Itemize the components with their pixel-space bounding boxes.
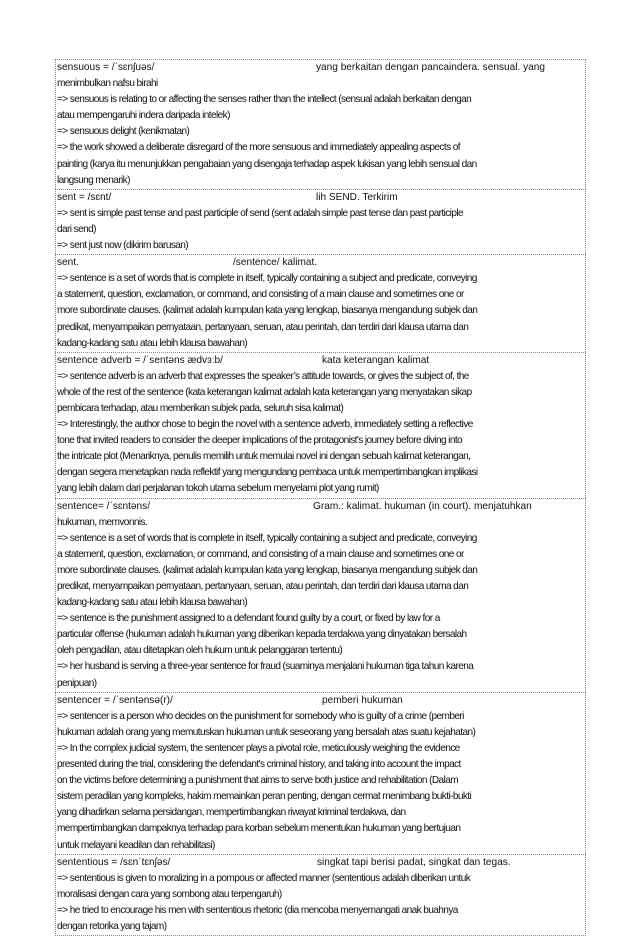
entry-line: presented during the trial, considering the defendant's criminal history, and taking into account the impact <box>57 759 461 771</box>
entry-meaning: singkat tapi berisi padat, singkat dan tegas. <box>317 856 511 868</box>
entry-line: => the work showed a deliberate disregard of the more sensuous and immediately appealing aspects of <box>57 142 460 154</box>
entry-line: => sentencer is a person who decides on the punishment for somebody who is guilty of a crime (pemberi <box>57 710 464 722</box>
dictionary-entry-sent <box>55 189 586 254</box>
entry-headword: sent = /sɛnt/ <box>57 191 112 203</box>
dictionary-entry-sententious <box>55 854 586 936</box>
entry-line: sistem peradilan yang kompleks, hakim memainkan peran penting, dengan cermat menimbang bukti-bukti <box>57 791 472 803</box>
entry-line: kadang-kadang satu atau lebih klausa bawahan) <box>57 597 248 609</box>
entry-line: => sent is simple past tense and past participle of send (sent adalah simple past tense dan past participle <box>57 207 463 219</box>
entry-headline <box>57 353 585 369</box>
entry-line: tone that invited readers to consider the deeper implications of the protagonist's journey before diving into <box>57 435 463 447</box>
entry-headline <box>57 60 585 76</box>
dictionary-entry-sensuous <box>55 59 586 189</box>
entry-line: penipuan) <box>57 677 97 689</box>
entry-line: dengan segera menetapkan nada reflektif yang mengundang pembaca untuk mempertimbangkan implikasi <box>57 467 478 479</box>
entry-line: yang dihadirkan selama persidangan, mempertimbangkan riwayat kriminal terdakwa, dan <box>57 807 406 819</box>
entry-line: => sensuous is relating to or affecting the senses rather than the intellect (sensual adalah berkaitan dengan <box>57 94 472 106</box>
dictionary-page <box>55 59 586 936</box>
entry-line: predikat, menyampaikan pernyataan, pertanyaan, seruan, atau perintah, dan terdiri dari klausa utama dan <box>57 321 469 333</box>
entry-headword: sent. <box>57 257 79 269</box>
entry-line: => sententious is given to moralizing in a pompous or affected manner (sententious adalah diberikan untuk <box>57 872 471 884</box>
entry-line: the intricate plot (Menariknya, penulis memilih untuk memulai novel ini dengan sebuah kalimat keterangan, <box>57 451 471 463</box>
entry-line: mempertimbangkan dampaknya terhadap para korban sebelum menentukan hukuman yang bertujuan <box>57 823 461 835</box>
entry-line: => sensuous delight (kenikmatan) <box>57 126 190 138</box>
entry-headline <box>57 693 585 709</box>
entry-line: on the victims before determining a punishment that aims to serve both justice and rehabilitation (Dalam <box>57 775 459 787</box>
entry-meaning: /sentence/ kalimat. <box>233 257 318 269</box>
entry-line: dari send) <box>57 223 96 235</box>
dictionary-entry-sentence <box>55 498 586 692</box>
entry-line: a statement, question, exclamation, or command, and consisting of a main clause and sometimes one or <box>57 289 464 301</box>
entry-headword: sentencer = /ˈsentənsə(r)/ <box>57 694 173 706</box>
entry-headword: sentence adverb = /ˈsentəns ædvɜːb/ <box>57 354 223 366</box>
entry-headline <box>57 190 585 206</box>
entry-line: more subordinate clauses. (kalimat adalah kumpulan kata yang lengkap, biasanya mengandung subjek dan <box>57 305 478 317</box>
dictionary-entry-sentencer <box>55 692 586 854</box>
entry-line: atau mempengaruhi indera daripada intelek) <box>57 110 230 122</box>
entry-line: menimbulkan nafsu birahi <box>57 78 158 90</box>
entry-headline <box>57 855 585 871</box>
dictionary-entry-sent-abbrev <box>55 254 586 352</box>
entry-line: => sent just now (dikirim barusan) <box>57 240 189 252</box>
entry-line: pembicara terhadap, atau memberikan subjek pada, seluruh sisa kalimat) <box>57 402 344 414</box>
entry-headline <box>57 499 585 515</box>
entry-headline <box>57 255 585 271</box>
entry-meaning: Gram.: kalimat. hukuman (in court). menjatuhkan <box>313 500 532 512</box>
entry-meaning: kata keterangan kalimat <box>322 354 430 366</box>
entry-meaning: pemberi hukuman <box>322 694 403 706</box>
entry-line: predikat, menyampaikan pernyataan, pertanyaan, seruan, atau perintah, dan terdiri dari klausa utama dan <box>57 581 469 592</box>
entry-line: oleh pengadilan, atau ditetapkan oleh hukum untuk pelanggaran tertentu) <box>57 645 343 657</box>
entry-line: yang lebih dalam dari perjalanan tokoh utama sebelum menyelami plot yang rumit) <box>57 483 379 495</box>
entry-line: langsung menarik) <box>57 174 130 186</box>
entry-line: kadang-kadang satu atau lebih klausa bawahan) <box>57 337 248 349</box>
entry-line: => sentence adverb is an adverb that expresses the speaker’s attitude towards, or gives the subject of, the <box>57 370 469 382</box>
entry-line: => In the complex judicial system, the sentencer plays a pivotal role, meticulously weighing the evidence <box>57 742 460 754</box>
entry-headword: sensuous = /ˈsɛnʃuəs/ <box>57 62 155 73</box>
entry-headword: sentence= /ˈsɛntəns/ <box>57 500 151 512</box>
entry-meaning: yang berkaitan dengan pancaindera. sensual. yang <box>316 62 545 73</box>
entry-meaning: lih SEND. Terkirim <box>316 191 398 203</box>
entry-line: a statement, question, exclamation, or command, and consisting of a main clause and sometimes one or <box>57 548 464 560</box>
entry-line: particular offense (hukuman adalah hukuman yang diberikan kepada terdakwa yang dinyatakan bersalah <box>57 629 467 641</box>
entry-headword: sententious = /sɛnˈtɛnʃəs/ <box>57 856 171 868</box>
entry-line: => sentence is a set of words that is complete in itself, typically containing a subject and predicate, conveying <box>57 532 477 544</box>
dictionary-entry-sentence-adverb <box>55 352 586 498</box>
entry-line: => sentence is the punishment assigned to a defendant found guilty by a court, or fixed by law for a <box>57 613 440 625</box>
entry-line: more subordinate clauses. (kalimat adalah kumpulan kata yang lengkap, biasanya mengandung subjek dan <box>57 564 478 576</box>
entry-line: dengan retorika yang tajam) <box>57 920 167 932</box>
entry-line: whole of the rest of the sentence (kata keterangan kalimat adalah kata keterangan yang menyatakan sikap <box>57 386 472 398</box>
entry-line: painting (karya itu menunjukkan pengabaian yang disengaja terhadap aspek lukisan yang lebih sensual dan <box>57 158 477 170</box>
entry-line: => he tried to encourage his men with sententious rhetoric (dia mencoba menyemangati anak buahnya <box>57 904 458 916</box>
entry-line: => sentence is a set of words that is complete in itself, typically containing a subject and predicate, conveying <box>57 273 477 285</box>
entry-line: hukuman adalah orang yang memutuskan hukuman untuk seseorang yang bersalah atas suatu kejahatan) <box>57 726 476 738</box>
entry-line: => her husband is serving a three-year sentence for fraud (suaminya menjalani hukuman tiga tahun karena <box>57 661 474 673</box>
entry-line: => Interestingly, the author chose to begin the novel with a sentence adverb, immediately setting a reflective <box>57 419 473 431</box>
entry-line: hukuman, memvonnis. <box>57 516 148 528</box>
entry-line: moralisasi dengan cara yang sombong atau terpengaruh) <box>57 888 282 900</box>
entry-line: untuk melayani keadilan dan rehabilitasi) <box>57 839 215 851</box>
